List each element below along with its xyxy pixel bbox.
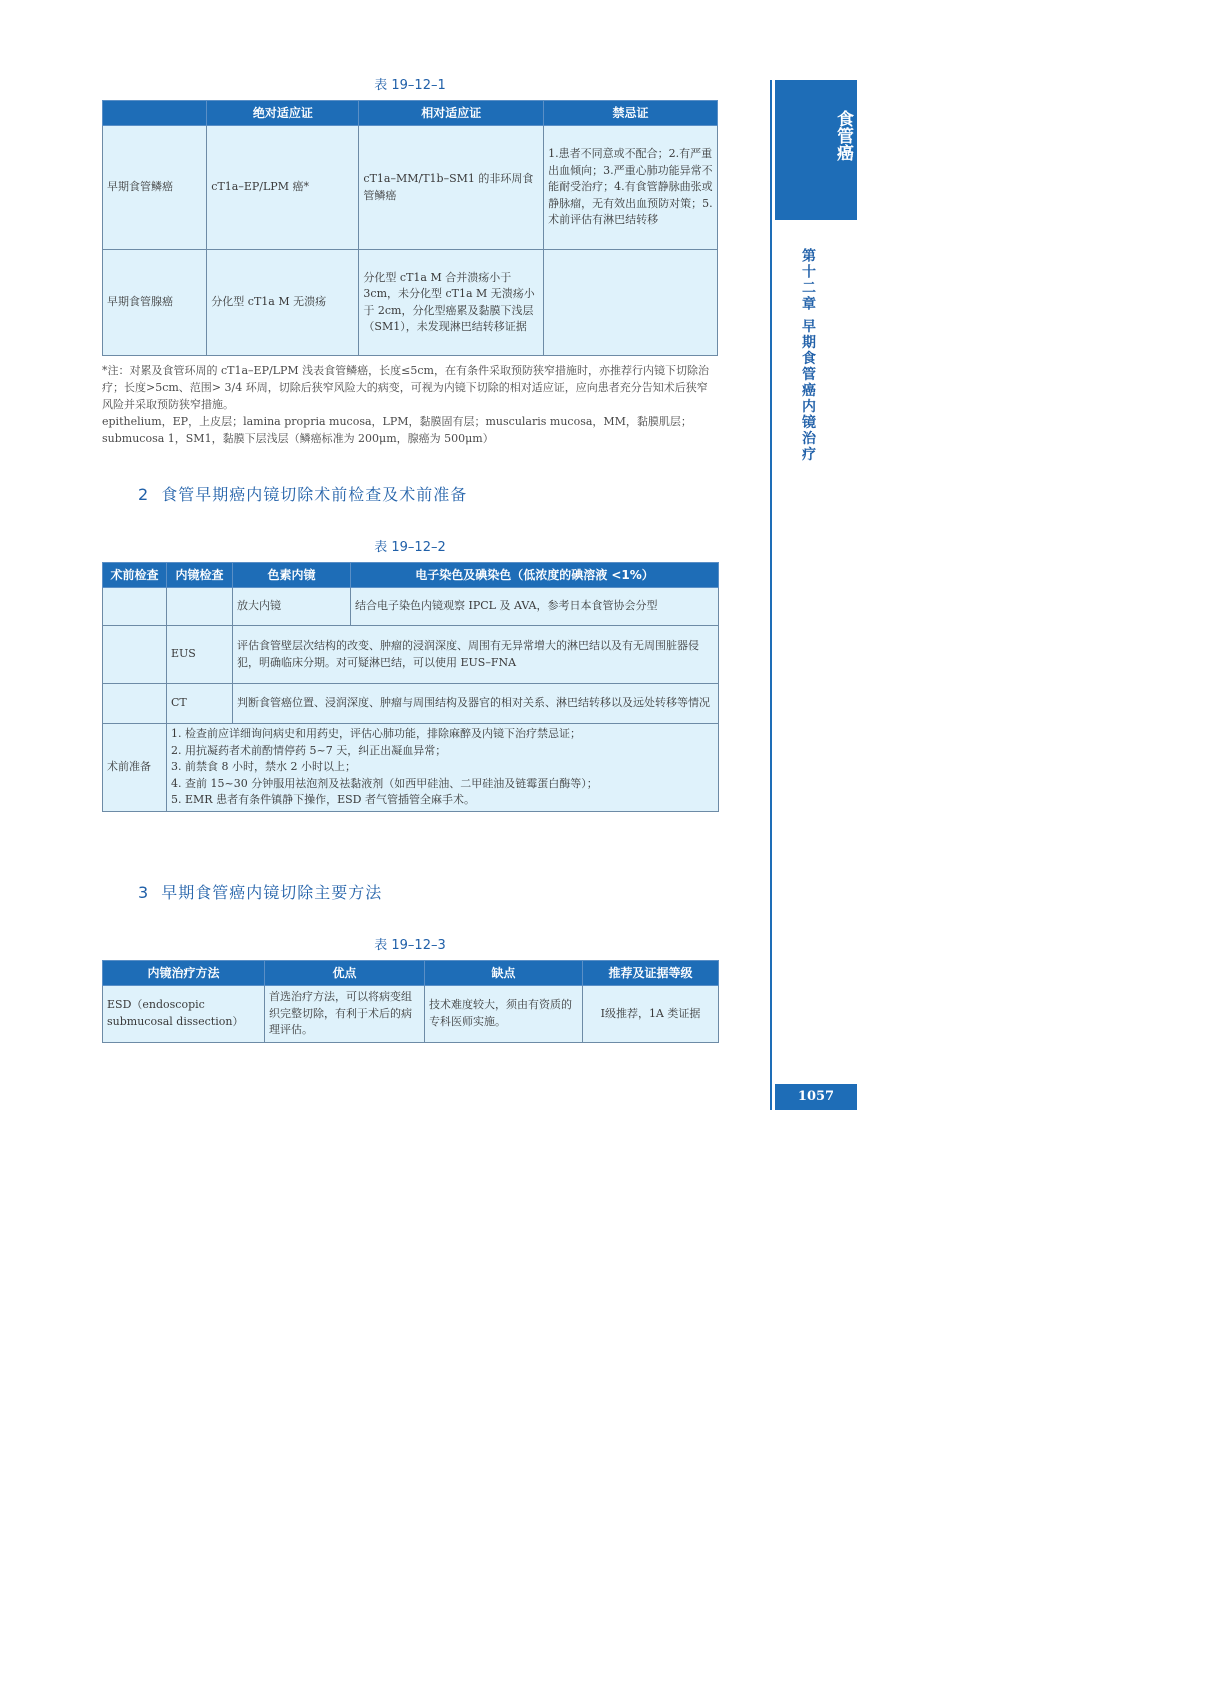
section-number: 3 bbox=[138, 883, 150, 902]
table-cell: 1.患者不同意或不配合；2.有严重出血倾向；3.严重心肺功能异常不能耐受治疗；4.有食管静脉曲张或静脉瘤，无有效出血预防对策；5.术前评估有淋巴结转移 bbox=[544, 126, 718, 250]
table-cell: 分化型 cT1a M 无溃疡 bbox=[207, 250, 359, 356]
table-cell bbox=[544, 250, 718, 356]
table-cell: 技术难度较大，须由有资质的专科医师实施。 bbox=[425, 986, 583, 1043]
chapter-tab-label: 食管癌 bbox=[833, 110, 853, 161]
table1-caption: 表 19–12–1 bbox=[374, 78, 446, 93]
table-cell: cT1a–EP/LPM 癌* bbox=[207, 126, 359, 250]
preop-table bbox=[102, 562, 719, 812]
list-item: 1. 检查前应详细询问病史和用药史，评估心肺功能，排除麻醉及内镜下治疗禁忌证； bbox=[171, 727, 581, 740]
table-cell bbox=[167, 588, 233, 626]
table-row bbox=[103, 684, 719, 724]
table-cell bbox=[103, 626, 167, 684]
header-cell: 内镜检查 bbox=[167, 563, 233, 588]
table1-notes bbox=[102, 362, 718, 447]
header-cell: 禁忌证 bbox=[544, 101, 718, 126]
table-row bbox=[103, 626, 719, 684]
methods-table bbox=[102, 960, 719, 1043]
table-row bbox=[103, 250, 718, 356]
table-cell: 首选治疗方法，可以将病变组织完整切除，有利于术后的病理评估。 bbox=[265, 986, 425, 1043]
table-cell bbox=[103, 684, 167, 724]
table-cell: ESD（endoscopic submucosal dissection） bbox=[103, 986, 265, 1043]
table-cell: 分化型 cT1a M 合并溃疡小于 3cm，未分化型 cT1a M 无溃疡小于 2cm，分化型癌累及黏膜下浅层（SM1），未发现淋巴结转移证据 bbox=[359, 250, 544, 356]
page-number: 1057 bbox=[775, 1084, 857, 1110]
table-cell: 结合电子染色内镜观察 IPCL 及 AVA，参考日本食管协会分型 bbox=[351, 588, 719, 626]
table-header-row bbox=[103, 961, 719, 986]
table-row bbox=[103, 724, 719, 812]
list-item: 3. 前禁食 8 小时，禁水 2 小时以上； bbox=[171, 760, 356, 773]
section-heading-2 bbox=[138, 482, 467, 505]
header-cell: 术前检查 bbox=[103, 563, 167, 588]
table-cell: CT bbox=[167, 684, 233, 724]
table-cell: 评估食管壁层次结构的改变、肿瘤的浸润深度、周围有无异常增大的淋巴结以及有无周围脏器侵犯，明确临床分期。对可疑淋巴结，可以使用 EUS–FNA bbox=[233, 626, 719, 684]
section-title: 食管早期癌内镜切除术前检查及术前准备 bbox=[161, 485, 468, 504]
table-cell: Ⅰ级推荐，1A 类证据 bbox=[583, 986, 719, 1043]
list-item: 5. EMR 患者有条件镇静下操作，ESD 者气管插管全麻手术。 bbox=[171, 793, 475, 806]
section-number: 2 bbox=[138, 485, 150, 504]
table2-caption: 表 19–12–2 bbox=[374, 540, 446, 555]
list-item: 2. 用抗凝药者术前酌情停药 5~7 天，纠正出凝血异常； bbox=[171, 743, 447, 757]
table-cell: 早期食管腺癌 bbox=[103, 250, 207, 356]
table-header-row bbox=[103, 101, 718, 126]
table-cell: 判断食管癌位置、浸润深度、肿瘤与周围结构及器官的相对关系、淋巴结转移以及远处转移等情况 bbox=[233, 684, 719, 724]
table-cell: cT1a–MM/T1b–SM1 的非环周食管鳞癌 bbox=[359, 126, 544, 250]
header-cell bbox=[103, 101, 207, 126]
table-cell: 术前准备 bbox=[103, 724, 167, 812]
footnote: *注：对累及食管环周的 cT1a–EP/LPM 浅表食管鳞癌，长度≤5cm，在有条件采取预防狭窄措施时，亦推荐行内镜下切除治疗；长度>5cm、范围> 3/4 环周，切除后狭窄风险大的病变，可视为内镜下切除的相对适应证，应向患者充分告知术后狭窄风险并采取预防狭窄措施。 bbox=[102, 364, 709, 411]
table-row bbox=[103, 986, 719, 1043]
header-cell: 电子染色及碘染色（低浓度的碘溶液 <1%） bbox=[351, 563, 719, 588]
list-item: 4. 查前 15~30 分钟服用祛泡剂及祛黏液剂（如西甲硅油、二甲硅油及链霉蛋白酶等）； bbox=[171, 776, 598, 790]
abbreviation-note: epithelium，EP，上皮层；lamina propria mucosa，LPM，黏膜固有层；muscularis mucosa，MM，黏膜肌层；submucosa 1，SM1，黏膜下层浅层（鳞癌标准为 200μm，腺癌为 500μm） bbox=[102, 415, 692, 445]
header-cell: 色素内镜 bbox=[233, 563, 351, 588]
table-cell: EUS bbox=[167, 626, 233, 684]
table-cell: 放大内镜 bbox=[233, 588, 351, 626]
header-cell: 相对适应证 bbox=[359, 101, 544, 126]
section-title: 早期食管癌内镜切除主要方法 bbox=[161, 883, 383, 902]
header-cell: 推荐及证据等级 bbox=[583, 961, 719, 986]
table-cell: 早期食管鳞癌 bbox=[103, 126, 207, 250]
table3-caption: 表 19–12–3 bbox=[374, 938, 446, 953]
table-row bbox=[103, 126, 718, 250]
header-cell: 绝对适应证 bbox=[207, 101, 359, 126]
header-cell: 优点 bbox=[265, 961, 425, 986]
header-cell: 内镜治疗方法 bbox=[103, 961, 265, 986]
section-heading-3 bbox=[138, 880, 382, 903]
header-cell: 缺点 bbox=[425, 961, 583, 986]
chapter-tab bbox=[775, 80, 857, 220]
table-cell bbox=[103, 588, 167, 626]
table-row bbox=[103, 588, 719, 626]
table-header-row bbox=[103, 563, 719, 588]
margin-rule bbox=[770, 80, 772, 1110]
prep-list-cell bbox=[167, 724, 719, 812]
indications-table bbox=[102, 100, 718, 356]
chapter-title: 第十二章 早期食管癌内镜治疗 bbox=[800, 248, 816, 463]
